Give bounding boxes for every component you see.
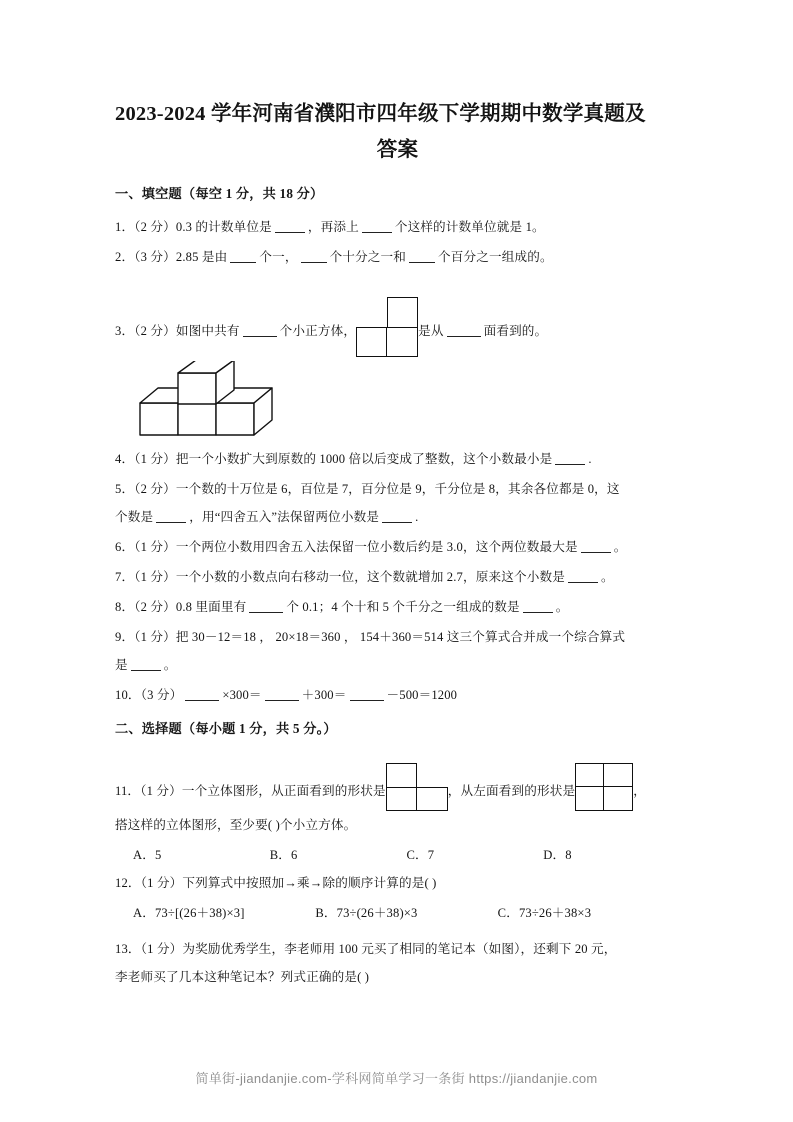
question-8-text-b: 个 0.1；4 个十和 5 个千分之一组成的数是 [286, 600, 520, 614]
question-2-number: 2． [115, 250, 135, 264]
answer-blank[interactable] [185, 688, 219, 701]
answer-blank[interactable] [409, 250, 435, 263]
question-2-text-a: 2.85 是由 [175, 250, 228, 264]
question-13-line-1 [115, 935, 680, 963]
question-12 [115, 869, 680, 897]
answer-blank[interactable] [301, 250, 327, 263]
answer-blank[interactable] [156, 510, 186, 523]
question-5-line-1 [115, 475, 680, 503]
question-4-text-a: 把一个小数扩大到原数的 1000 倍以后变成了整数，这个小数最小是 [175, 452, 553, 466]
cubes-svg [133, 361, 273, 439]
isometric-cubes-figure [133, 361, 273, 439]
question-6 [115, 533, 680, 561]
question-8-points: （2 分） [134, 600, 176, 614]
question-13-number: 13． [115, 942, 141, 956]
question-2-text-c: 个十分之一和 [329, 250, 407, 264]
square-cell [416, 787, 448, 811]
answer-blank[interactable] [447, 324, 481, 337]
section-heading-multiple-choice: 二、选择题（每小题 1 分，共 5 分。） [115, 721, 337, 736]
answer-blank[interactable] [581, 540, 611, 553]
square-view-figure-q3 [356, 297, 418, 357]
question-1-number: 1． [115, 220, 135, 234]
question-3-text-c: 是从 [418, 324, 444, 338]
question-6-text-b: 。 [613, 540, 627, 554]
question-11-text-a: 一个立体图形，从正面看到的形状是 [181, 784, 386, 798]
option-c[interactable]: C．7 [406, 848, 435, 862]
square-cell [356, 327, 387, 357]
question-9-number: 9． [115, 630, 135, 644]
question-7-text-b: 。 [600, 570, 614, 584]
question-2-text-d: 个百分之一组成的。 [438, 250, 553, 264]
answer-blank[interactable] [555, 452, 585, 465]
option-d[interactable]: D．8 [543, 848, 572, 862]
question-9-text-1: 把 30－12＝18 ， 20×18＝360 ， 154＋360＝514 这三个算式合并成一个综合算式 [175, 630, 626, 644]
question-5-points: （2 分） [134, 482, 176, 496]
question-3-points: （2 分） [134, 324, 176, 338]
answer-blank[interactable] [350, 688, 384, 701]
question-11-text-c: ， [633, 784, 646, 798]
square-cell [386, 327, 418, 357]
question-2 [115, 243, 680, 271]
question-11-points: （1 分） [140, 784, 182, 798]
question-8-number: 8． [115, 600, 135, 614]
page-title [115, 96, 680, 168]
square-cell [386, 763, 417, 788]
title-line-2: 答案 [376, 139, 419, 161]
answer-blank[interactable] [265, 688, 299, 701]
question-6-text-a: 一个两位小数用四舍五入法保留一位小数后约是 3.0，这个两位数最大是 [175, 540, 578, 554]
answer-blank[interactable] [230, 250, 256, 263]
question-10-text-c: －500＝1200 [386, 688, 458, 702]
question-2-text-b: 个一， [259, 250, 298, 264]
question-5-line-2 [115, 503, 680, 531]
section-heading-fill-in-blank: 一、填空题（每空 1 分，共 18 分） [115, 186, 324, 201]
question-13-line-2: 李老师买了几本这种笔记本？列式正确的是( ) [115, 970, 370, 984]
question-13-points: （1 分） [140, 942, 183, 956]
question-4 [115, 445, 680, 473]
question-12-number: 12． [115, 876, 141, 890]
question-7 [115, 563, 680, 591]
question-5-text-2a: 个数是 [115, 510, 154, 524]
question-8-text-c: 。 [555, 600, 569, 614]
answer-blank[interactable] [249, 600, 283, 613]
question-7-number: 7． [115, 570, 135, 584]
answer-blank[interactable] [243, 324, 277, 337]
question-11-number: 11． [115, 784, 141, 798]
question-3-text-a: 如图中共有 [175, 324, 240, 338]
question-7-text-a: 一个小数的小数点向右移动一位，这个数就增加 2.7，原来这个小数是 [175, 570, 565, 584]
answer-blank[interactable] [568, 570, 598, 583]
question-7-points: （1 分） [134, 570, 176, 584]
question-8-text-a: 0.8 里面里有 [175, 600, 247, 614]
question-1-text-b: ，再添上 [307, 220, 359, 234]
question-10-points: （3 分） [140, 688, 183, 702]
answer-blank[interactable] [382, 510, 412, 523]
question-3-text-b: 个小正方体， [279, 324, 357, 338]
question-4-number: 4． [115, 452, 135, 466]
question-11-line-1 [115, 763, 680, 811]
question-13-text-1: 为奖励优秀学生，李老师用 100 元买了相同的笔记本（如图），还剩下 20 元， [182, 942, 617, 956]
question-11-options [115, 841, 680, 869]
question-6-points: （1 分） [134, 540, 176, 554]
page-content [115, 96, 680, 993]
question-9-line-1 [115, 623, 680, 651]
question-10 [115, 681, 680, 709]
question-12-options [115, 899, 680, 927]
question-9-text-2a: 是 [115, 658, 128, 672]
left-view-figure-q11 [575, 763, 633, 811]
option-a[interactable]: A．73÷[(26＋38)×3] [133, 906, 245, 920]
question-5-text-1: 一个数的十万位是 6，百位是 7，百分位是 9，千分位是 8，其余各位都是 0，这 [175, 482, 620, 496]
question-9-line-2 [115, 651, 680, 679]
question-9 [115, 623, 680, 679]
question-5-text-2b: ，用“四舍五入”法保留两位小数是 [189, 510, 380, 524]
question-13 [115, 935, 680, 991]
square-cell [603, 763, 633, 787]
square-cell [386, 787, 417, 811]
question-11 [115, 763, 680, 839]
question-1 [115, 213, 680, 241]
question-10-number: 10． [115, 688, 141, 702]
question-1-text-c: 个这样的计数单位就是 1。 [394, 220, 545, 234]
question-4-points: （1 分） [134, 452, 176, 466]
option-b[interactable]: B．73÷(26＋38)×3 [315, 906, 418, 920]
answer-blank[interactable] [275, 220, 305, 233]
question-11-line-2: 搭这样的立体图形，至少要( )个小立方体。 [115, 818, 357, 832]
question-12-points: （1 分） [140, 876, 183, 890]
answer-blank[interactable] [362, 220, 392, 233]
question-11-text-b: ，从左面看到的形状是 [447, 784, 576, 798]
question-1-text-a: 0.3 的计数单位是 [175, 220, 272, 234]
question-9-points: （1 分） [134, 630, 176, 644]
square-cell [387, 297, 418, 328]
question-4-text-b: . [588, 452, 592, 466]
question-3-number: 3． [115, 324, 135, 338]
answer-blank[interactable] [523, 600, 553, 613]
question-5 [115, 475, 680, 531]
question-10-text-b: ＋300＝ [301, 688, 347, 702]
question-6-number: 6． [115, 540, 135, 554]
square-cell [603, 786, 633, 811]
square-cell [575, 763, 604, 787]
option-a[interactable]: A．5 [133, 848, 162, 862]
front-view-figure-q11 [386, 763, 448, 811]
question-1-points: （2 分） [134, 220, 176, 234]
title-line-1: 2023-2024 学年河南省濮阳市四年级下学期期中数学真题及 [115, 103, 646, 125]
question-9-text-2b: 。 [163, 658, 177, 672]
square-cell [575, 786, 604, 811]
footer-watermark: 简单街-jiandanjie.com-学科网简单学习一条街 https://jiandanjie.com [195, 1071, 598, 1086]
question-3-text-d: 面看到的。 [483, 324, 548, 338]
question-5-number: 5． [115, 482, 135, 496]
question-3 [115, 297, 680, 357]
option-b[interactable]: B．6 [269, 848, 298, 862]
question-10-text-a: ×300＝ [222, 688, 262, 702]
question-8 [115, 593, 680, 621]
question-2-points: （3 分） [134, 250, 176, 264]
question-5-text-2c: . [415, 510, 419, 524]
option-c[interactable]: C．73÷26＋38×3 [497, 906, 592, 920]
question-12-text: 下列算式中按照加→乘→除的顺序计算的是( ) [182, 876, 437, 890]
answer-blank[interactable] [131, 658, 161, 671]
